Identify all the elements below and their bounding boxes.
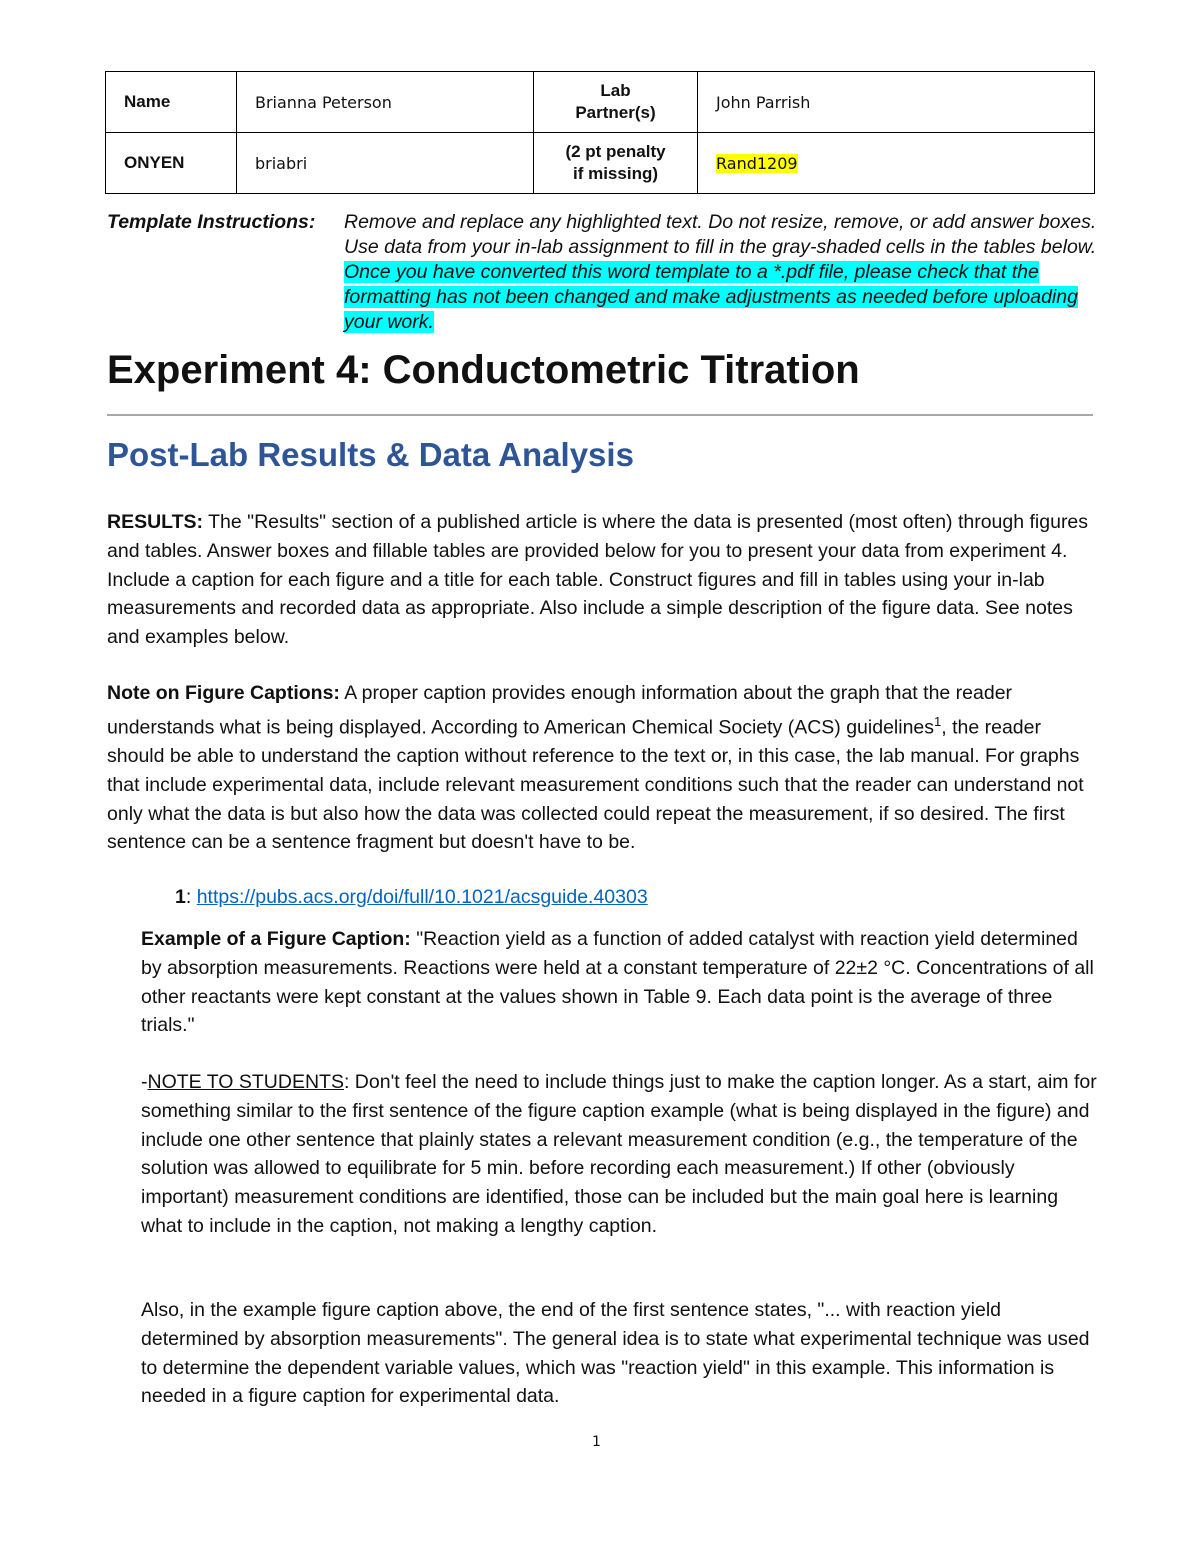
highlighted-text: Rand1209 <box>716 153 798 173</box>
penalty-note: (2 pt penalty if missing) <box>534 133 698 194</box>
table-row <box>106 72 1095 133</box>
page-number: 1 <box>592 1434 601 1450</box>
instructions-label: Template Instructions: <box>107 211 316 233</box>
instructions-body: Remove and replace any highlighted text. Do not resize, remove, or add answer boxes. Use data from your in-lab assignment to fill in the gray-shaded cells in the tables below. Once you have converted this word template to a *.pdf file, please check that the formatting has not been changed and make adjustments as needed before uploading your work. <box>344 211 1097 333</box>
section-heading: Post-Lab Results & Data Analysis <box>107 436 634 473</box>
lab-partner-value: John Parrish <box>698 72 1095 133</box>
name-value: Brianna Peterson <box>237 72 534 133</box>
title-divider <box>107 414 1093 416</box>
acs-guide-link[interactable]: https://pubs.acs.org/doi/full/10.1021/acsguide.40303 <box>196 886 648 908</box>
page-title: Experiment 4: Conductometric Titration <box>107 348 860 392</box>
example-caption: Example of a Figure Caption: "Reaction yield as a function of added catalyst with reaction yield determined by absorption measurements. Reactions were held at a constant temperature of 22±2 °C. Concentrations of all other reactants were kept constant at the values shown in Table 9. Each data point is the average of three trials." <box>141 928 1094 1037</box>
student-info-table <box>105 71 1095 194</box>
table-row <box>106 133 1095 194</box>
onyen-label: ONYEN <box>106 133 237 194</box>
highlighted-text: Once you have converted this word template to a *.pdf file, please check that the formatting has not been changed and make adjustments as needed before uploading your work. <box>344 261 1078 333</box>
lab-partner-label: Lab Partner(s) <box>534 72 698 133</box>
partner-onyen-value <box>698 133 1095 194</box>
name-label: Name <box>106 72 237 133</box>
also-paragraph: Also, in the example figure caption above, the end of the first sentence states, "... with reaction yield determined by absorption measurements". The general idea is to state what experimental technique was used to determine the dependent variable values, which was "reaction yield" in this example. This information is needed in a figure caption for experimental data. <box>141 1299 1090 1408</box>
onyen-value: briabri <box>237 133 534 194</box>
results-paragraph: RESULTS: The "Results" section of a published article is where the data is presented (most often) through figures and tables. Answer boxes and fillable tables are provided below for you to present your data from experiment 4. Include a caption for each figure and a title for each table. Construct figures and fill in tables using your in-lab measurements and recorded data as appropriate. Also include a simple description of the figure data. See notes and examples below. <box>107 511 1089 649</box>
note-to-students: -NOTE TO STUDENTS: Don't feel the need to include things just to make the caption longer. As a start, aim for something similar to the first sentence of the figure caption example (what is being displayed in the figure) and include one other sentence that plainly states a relevant measurement condition (e.g., the temperature of the solution was allowed to equilibrate for 5 min. before recording each measurement.) If other (obviously important) measurement conditions are identified, those can be included but the main goal here is learning what to include in the caption, not making a lengthy caption. <box>141 1071 1097 1237</box>
figure-captions-note: Note on Figure Captions: A proper caption provides enough information about the graph that the reader understands what is being displayed. According to American Chemical Society (ACS) guidelines$^1$, the reader should be able to understand the caption without reference to the text or, in this case, the lab manual. For graphs that include experimental data, include relevant measurement conditions such that the reader can understand not only what the data is but also how the data was collected could repeat the measurement, if so desired. The first sentence can be a sentence fragment but doesn't have to be. <box>107 682 1084 854</box>
reference-footnote: 1: https://pubs.acs.org/doi/full/10.1021/acsguide.40303 <box>175 886 648 908</box>
template-instructions <box>107 210 1107 333</box>
